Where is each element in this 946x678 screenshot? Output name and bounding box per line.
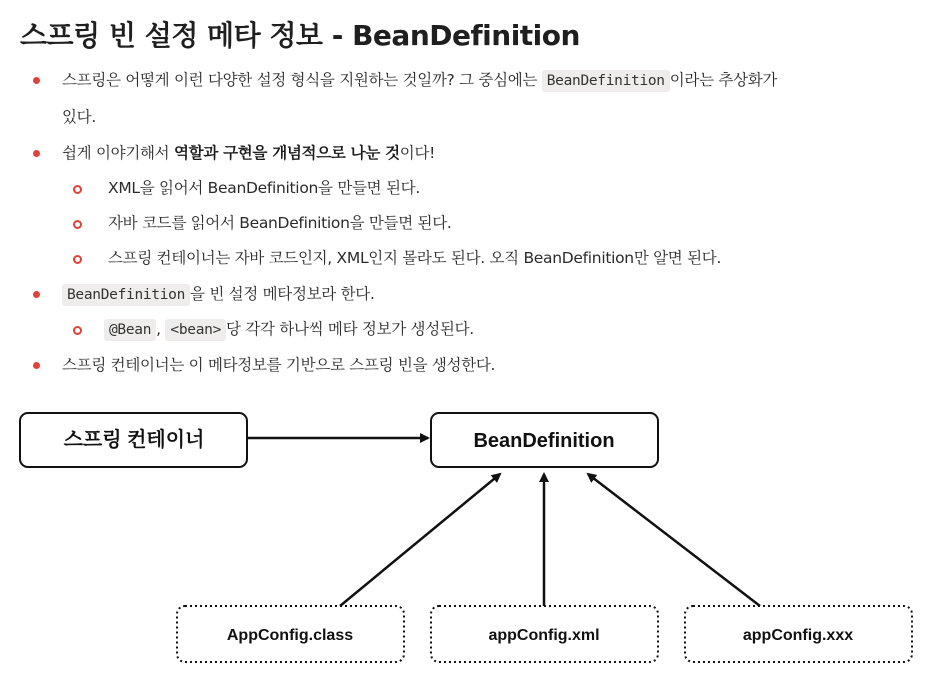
- bullet-1-post: 이라는 추상화가: [669, 71, 778, 89]
- container-label: 스프링 컨테이너: [63, 429, 205, 451]
- inline-code: BeanDefinition: [62, 284, 190, 306]
- bullet-2-bold: 역할과 구현을 개념적으로 나눈 것: [173, 144, 400, 162]
- inline-code: BeanDefinition: [542, 70, 670, 92]
- sub-bullet-2-1: XML을 읽어서 BeanDefinition을 만들면 된다.: [108, 179, 420, 197]
- arrow-xxx-to-bean-definition: [588, 474, 760, 606]
- source-label-class: AppConfig.class: [226, 627, 354, 644]
- separator: ,: [156, 320, 166, 338]
- bullet-2-post: 이다!: [399, 144, 436, 162]
- source-label-xml: appConfig.xml: [488, 627, 600, 644]
- sub-bullet-2-3: 스프링 컨테이너는 자바 코드인지, XML인지 몰라도 된다. 오직 BeanDefinition만 알면 된다.: [108, 249, 722, 267]
- bullet-4-text: 스프링 컨테이너는 이 메타정보를 기반으로 스프링 빈을 생성한다.: [62, 356, 496, 374]
- sub-bullet-3-1-post: 당 각각 하나씩 메타 정보가 생성된다.: [226, 320, 474, 338]
- bullet-3-post: 을 빈 설정 메타정보라 한다.: [190, 285, 375, 303]
- bullet-2-pre: 쉽게 이야기해서: [62, 144, 174, 162]
- arrow-class-to-bean-definition: [340, 474, 500, 606]
- source-label-xxx: appConfig.xxx: [742, 627, 854, 644]
- page-title: 스프링 빈 설정 메타 정보 - BeanDefinition: [20, 19, 580, 52]
- sub-bullet-2-2: 자바 코드를 읽어서 BeanDefinition을 만들면 된다.: [108, 214, 452, 232]
- bullet-1-continuation: 있다.: [62, 108, 96, 126]
- inline-code: @Bean: [104, 319, 156, 341]
- bullet-1-pre: 스프링은 어떻게 이런 다양한 설정 형식을 지원하는 것일까? 그 중심에는: [62, 71, 542, 89]
- bean-definition-label: BeanDefinition: [473, 430, 615, 452]
- inline-code: <bean>: [165, 319, 226, 341]
